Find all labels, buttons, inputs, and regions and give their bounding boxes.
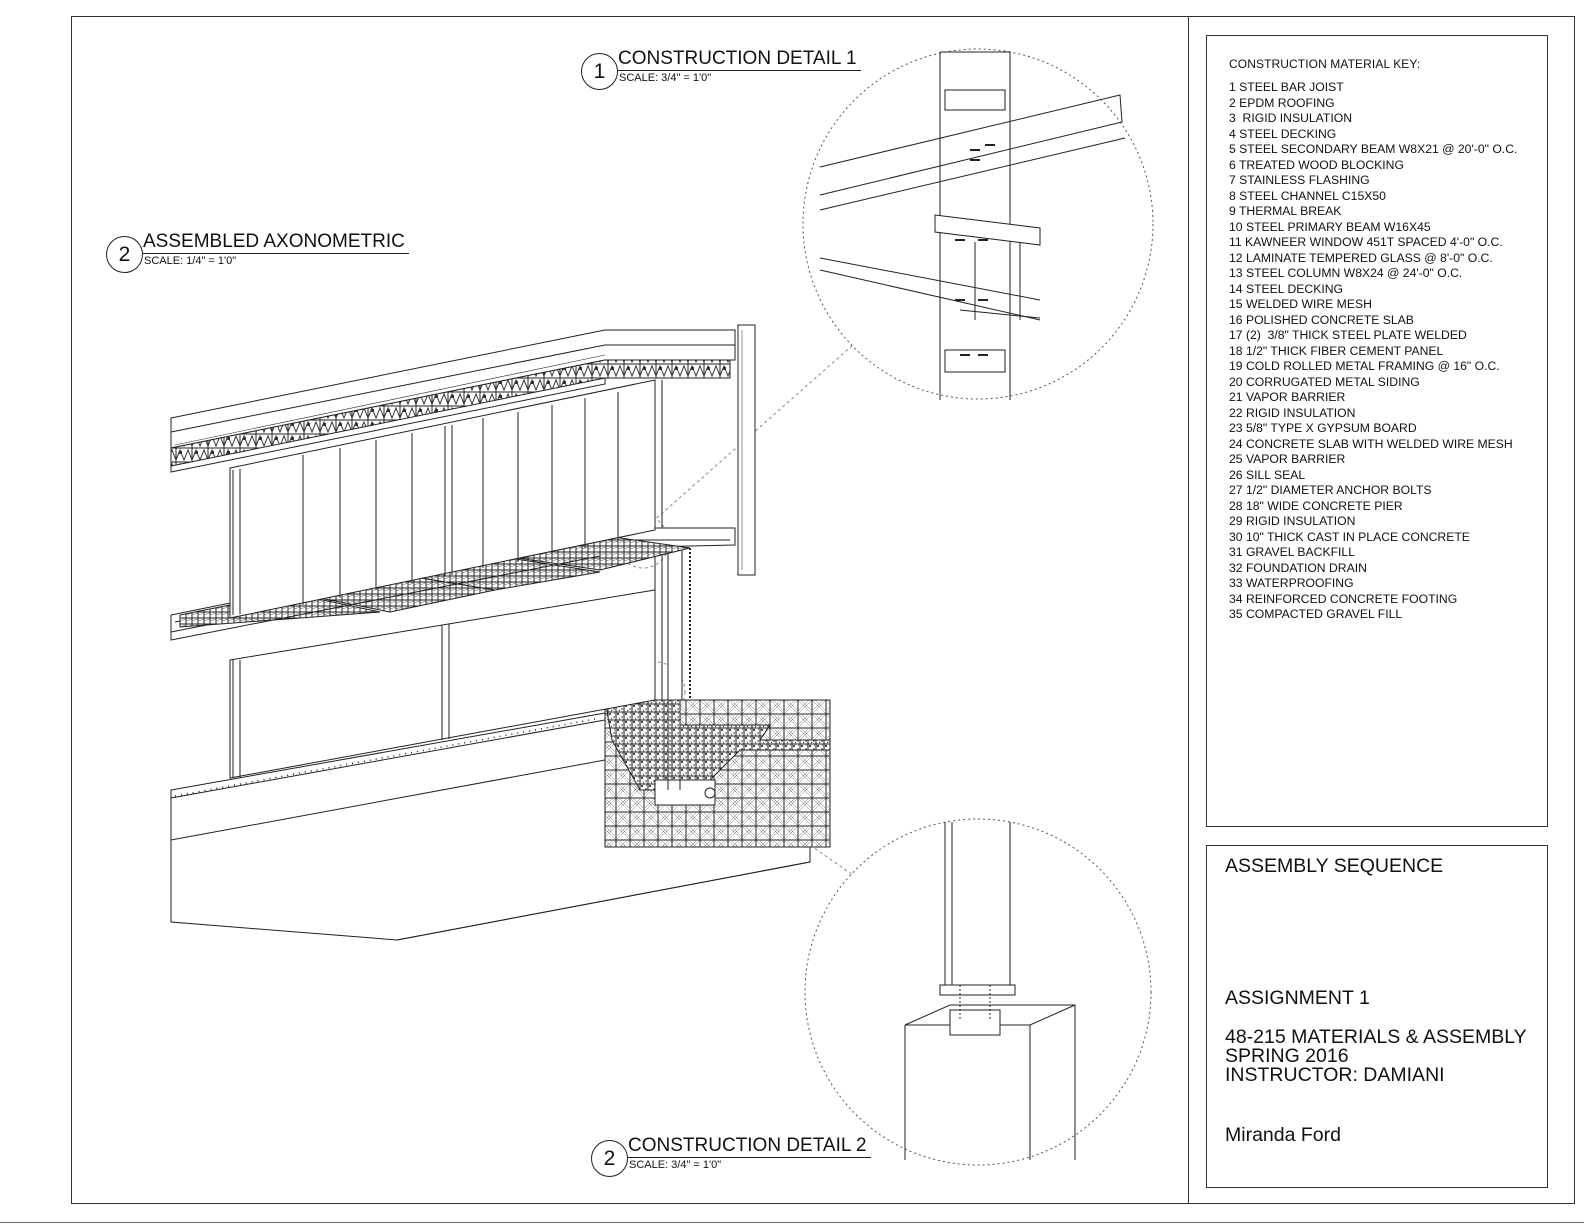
material-key-item: 8 STEEL CHANNEL C15X50 <box>1229 188 1386 203</box>
material-key-item: 23 5/8" TYPE X GYPSUM BOARD <box>1229 421 1417 435</box>
material-key-list <box>1229 80 1517 623</box>
axonometric-title: ASSEMBLED AXONOMETRIC <box>143 231 409 254</box>
material-key-item: 24 CONCRETE SLAB WITH WELDED WIRE MESH <box>1229 436 1513 451</box>
author-name: Miranda Ford <box>1225 1124 1341 1146</box>
material-key-title: CONSTRUCTION MATERIAL KEY: <box>1229 57 1421 71</box>
material-key-item: 1 STEEL BAR JOIST <box>1229 80 1344 94</box>
detail-1-number: 1 <box>581 53 618 90</box>
material-key-item: 34 REINFORCED CONCRETE FOOTING <box>1229 591 1458 606</box>
material-key-item: 10 STEEL PRIMARY BEAM W16X45 <box>1229 219 1431 234</box>
material-key-item: 30 10" THICK CAST IN PLACE CONCRETE <box>1229 529 1470 544</box>
axonometric-scale: SCALE: 1/4" = 1'0" <box>144 255 237 267</box>
material-key-panel <box>1206 35 1548 827</box>
course-term: SPRING 2016 <box>1225 1045 1349 1067</box>
material-key-item: 14 STEEL DECKING <box>1229 281 1344 296</box>
material-key-item: 16 POLISHED CONCRETE SLAB <box>1229 312 1414 327</box>
detail-2-title: CONSTRUCTION DETAIL 2 <box>628 1135 871 1158</box>
material-key-item: 18 1/2" THICK FIBER CEMENT PANEL <box>1229 343 1444 358</box>
material-key-item: 11 KAWNEER WINDOW 451T SPACED 4'-0" O.C. <box>1229 235 1503 249</box>
material-key-item: 29 RIGID INSULATION <box>1229 514 1356 528</box>
material-key-item: 12 LAMINATE TEMPERED GLASS @ 8'-0" O.C. <box>1229 250 1493 265</box>
material-key-item: 22 RIGID INSULATION <box>1229 405 1356 420</box>
material-key-item: 31 GRAVEL BACKFILL <box>1229 545 1355 559</box>
detail-1-title: CONSTRUCTION DETAIL 1 <box>618 48 861 71</box>
assembly-sequence-heading: ASSEMBLY SEQUENCE <box>1225 855 1444 877</box>
material-key-item: 13 STEEL COLUMN W8X24 @ 24'-0" O.C. <box>1229 266 1463 280</box>
material-key-item: 32 FOUNDATION DRAIN <box>1229 560 1367 575</box>
material-key-item: 4 STEEL DECKING <box>1229 126 1337 141</box>
detail-1-scale: SCALE: 3/4" = 1'0" <box>619 72 712 84</box>
assignment-title: ASSIGNMENT 1 <box>1225 987 1370 1009</box>
title-block <box>1206 845 1548 1188</box>
material-key-item: 5 STEEL SECONDARY BEAM W8X21 @ 20'-0" O.C. <box>1229 142 1518 156</box>
material-key-item: 21 VAPOR BARRIER <box>1229 390 1346 404</box>
material-key-item: 19 COLD ROLLED METAL FRAMING @ 16" O.C. <box>1229 359 1500 373</box>
course-instructor: INSTRUCTOR: DAMIANI <box>1225 1064 1445 1086</box>
material-key-item: 20 CORRUGATED METAL SIDING <box>1229 374 1420 389</box>
material-key-item: 9 THERMAL BREAK <box>1229 204 1342 218</box>
detail-2-scale: SCALE: 3/4" = 1'0" <box>629 1159 722 1171</box>
course-name: 48-215 MATERIALS & ASSEMBLY <box>1225 1026 1527 1048</box>
detail-2-number: 2 <box>591 1140 628 1177</box>
material-key-item: 2 EPDM ROOFING <box>1229 95 1335 110</box>
material-key-item: 3 RIGID INSULATION <box>1229 111 1353 125</box>
material-key-item: 6 TREATED WOOD BLOCKING <box>1229 157 1404 172</box>
material-key-item: 25 VAPOR BARRIER <box>1229 452 1346 466</box>
material-key-item: 15 WELDED WIRE MESH <box>1229 297 1372 311</box>
material-key-item: 33 WATERPROOFING <box>1229 576 1354 590</box>
material-key-item: 7 STAINLESS FLASHING <box>1229 173 1370 187</box>
material-key-item: 27 1/2" DIAMETER ANCHOR BOLTS <box>1229 483 1432 497</box>
material-key-item: 26 SILL SEAL <box>1229 467 1306 482</box>
axonometric-number: 2 <box>106 236 143 273</box>
material-key-item: 17 (2) 3/8" THICK STEEL PLATE WELDED <box>1229 328 1467 342</box>
material-key-item: 28 18" WIDE CONCRETE PIER <box>1229 498 1403 513</box>
material-key-item: 35 COMPACTED GRAVEL FILL <box>1229 607 1403 621</box>
